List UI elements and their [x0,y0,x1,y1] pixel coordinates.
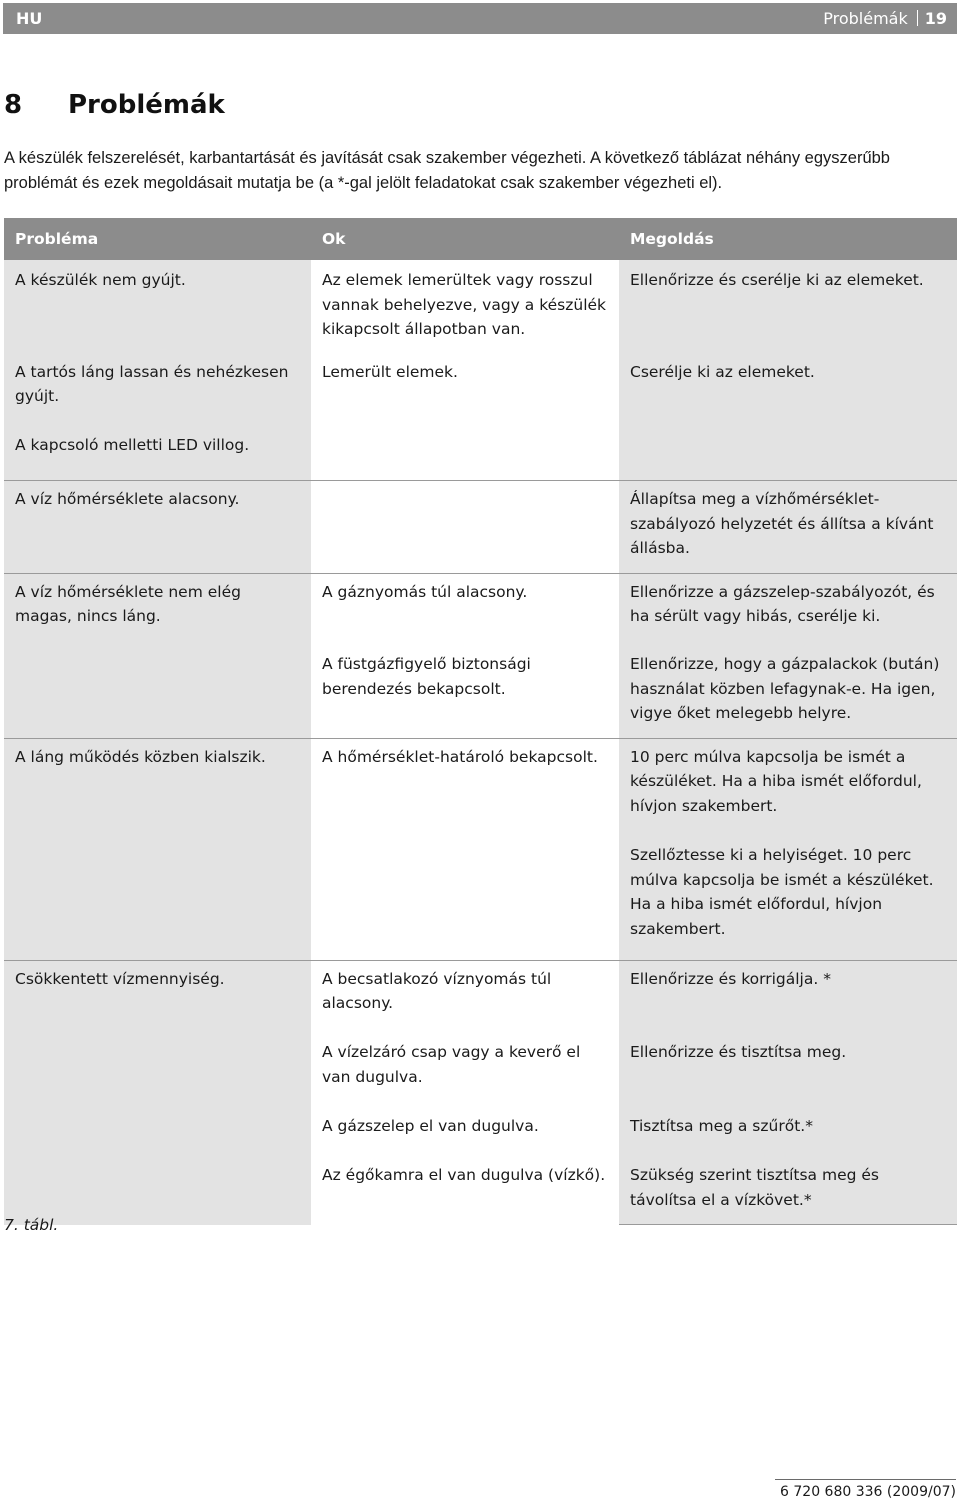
cause-cell: Az elemek lemerültek vagy rosszul vannak behelyezve, vagy a készülék kikapcsolt állapotban van. [311,260,619,354]
problem-cell [4,1157,311,1225]
solution-cell: Ellenőrizze és korrigálja. * [619,960,957,1034]
table-row [4,1108,957,1157]
intro-paragraph: A készülék felszerelését, karbantartását és javítását csak szakember végezheti. A következő táblázat néhány egyszerűbb problémát és ezek megoldásait mutatja be (a *-gal jelölt feladatokat csak szakember végezheti el). [4,149,890,192]
problem-cell: A kapcsoló melletti LED villog. [4,427,311,481]
chapter-number: 8 [4,90,23,120]
table-row [4,481,957,574]
cause-cell [311,481,619,574]
column-header-cause: Ok [311,218,619,260]
cause-cell: A gázszelep el van dugulva. [311,1108,619,1157]
problem-cell: A víz hőmérséklete alacsony. [4,481,311,574]
solution-cell [619,427,957,481]
solution-cell: 10 perc múlva kapcsolja be ismét a készüléket. Ha a hiba ismét előfordul, hívjon szakembert. [619,738,957,837]
problem-cell: A készülék nem gyújt. [4,260,311,354]
solution-cell: Ellenőrizze, hogy a gázpalackok (bután) használat közben lefagynak-e. Ha igen, vigye őket melegebb helyre. [619,646,957,738]
problem-cell [4,1108,311,1157]
language-code: HU [16,9,43,28]
solution-cell: Ellenőrizze a gázszelep-szabályozót, és ha sérült vagy hibás, cserélje ki. [619,573,957,646]
table-row [4,427,957,481]
cause-cell: A becsatlakozó víznyomás túl alacsony. [311,960,619,1034]
problem-cell [4,837,311,960]
solution-cell: Szükség szerint tisztítsa meg és távolítsa el a vízkövet.* [619,1157,957,1225]
chapter-heading [4,90,225,120]
table-row [4,960,957,1034]
problem-cell: A láng működés közben kialszik. [4,738,311,837]
table-caption: 7. tábl. [4,1216,59,1234]
page-header [3,3,957,34]
chapter-title: Problémák [68,90,225,120]
problem-cell: Csökkentett vízmennyiség. [4,960,311,1034]
troubleshooting-table [4,218,957,1225]
problem-cell: A víz hőmérséklete nem elég magas, nincs láng. [4,573,311,646]
solution-cell: Szellőztesse ki a helyiséget. 10 perc múlva kapcsolja be ismét a készüléket. Ha a hiba ismét előfordul, hívjon szakembert. [619,837,957,960]
solution-cell: Ellenőrizze és cserélje ki az elemeket. [619,260,957,354]
cause-cell [311,837,619,960]
table-row [4,1034,957,1108]
cause-cell: Lemerült elemek. [311,354,619,427]
cause-cell: A füstgázfigyelő biztonsági berendezés bekapcsolt. [311,646,619,738]
table-row [4,260,957,354]
solution-cell: Cserélje ki az elemeket. [619,354,957,427]
column-header-problem: Probléma [4,218,311,260]
header-section-title: Problémák [823,9,908,28]
cause-cell [311,427,619,481]
solution-cell: Ellenőrizze és tisztítsa meg. [619,1034,957,1108]
cause-cell: A vízelzáró csap vagy a keverő el van dugulva. [311,1034,619,1108]
solution-cell: Állapítsa meg a vízhőmérséklet-szabályozó helyzetét és állítsa a kívánt állásba. [619,481,957,574]
table-row [4,354,957,427]
table-row [4,837,957,960]
header-divider [917,10,918,26]
solution-cell: Tisztítsa meg a szűrőt.* [619,1108,957,1157]
page-number: 19 [924,9,947,28]
problem-cell [4,646,311,738]
document-number: 6 720 680 336 (2009/07) [775,1479,956,1500]
table-row [4,646,957,738]
cause-cell: A hőmérséklet-határoló bekapcsolt. [311,738,619,837]
table-row [4,573,957,646]
problem-cell [4,1034,311,1108]
cause-cell: A gáznyomás túl alacsony. [311,573,619,646]
column-header-solution: Megoldás [619,218,957,260]
header-section-info [823,9,947,28]
table-header-row [4,218,957,260]
problem-cell: A tartós láng lassan és nehézkesen gyújt. [4,354,311,427]
table-row [4,738,957,837]
cause-cell: Az égőkamra el van dugulva (vízkő). [311,1157,619,1225]
table-row [4,1157,957,1225]
